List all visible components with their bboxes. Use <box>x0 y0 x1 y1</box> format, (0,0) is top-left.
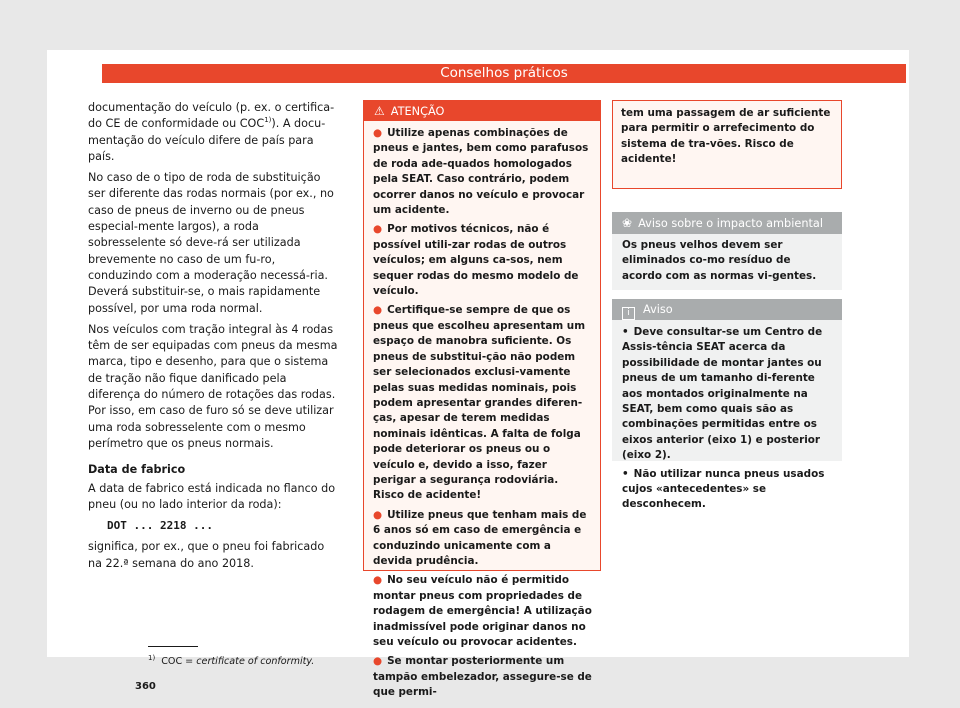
bullet-icon: ● <box>373 574 383 587</box>
warning-title: ATENÇÃO <box>390 105 445 118</box>
info-icon: i <box>622 307 635 320</box>
environment-notice-box <box>612 212 842 290</box>
page <box>47 50 909 699</box>
notice-box <box>612 299 842 511</box>
notice-item: • Deve consultar-se um Centro de Assis-tência SEAT acerca da possibilidade de montar jantes ou pneus de um tamanho di-ferente aos montados originalmente na SEAT, bem como quais são as combinações permitidas entre os eixos anterior (eixo 1) e posterior (eixo 2). <box>622 326 823 462</box>
section-title: Conselhos práticos <box>440 65 568 81</box>
footnote-ref[interactable]: 1) <box>264 116 272 125</box>
warning-body <box>364 121 600 701</box>
page-number: 360 <box>135 681 156 692</box>
footnote-number: 1) <box>148 654 156 662</box>
bullet-icon: ● <box>373 127 383 139</box>
warning-item: ● Certifique-se sempre de que os pneus que escolheu apresentam um espaço de manobra suficiente. Os pneus de substitui-ção não podem ser selecionados exclusi-vamente pelas suas medidas nominais, pois podem apresentar grandes diferen-ças, apesar de terem medidas nominais idênticas. A falta de folga pode deteriorar os pneus ou o veículo e, devido a isso, fazer perigar a segurança rodoviária. Risco de acidente! <box>373 304 586 502</box>
footnote: $^{1)}$ COC = certificate of conformity. <box>148 654 315 667</box>
footnote-divider <box>148 646 198 647</box>
warning-item: ● Utilize pneus que tenham mais de 6 anos só em caso de emergência e conduzindo unicamente com a devida prudência. <box>373 508 587 567</box>
leaf-icon: ❀ <box>622 216 633 230</box>
warning-item: ● No seu veículo não é permitido montar pneus com propriedades de rodagem de emergência! A utilização inadmissível pode originar danos no seu veículo ou provocar acidentes. <box>373 574 592 648</box>
dot-code: DOT ... 2218 ... <box>107 519 213 533</box>
warning-header <box>364 101 600 121</box>
warning-item: ● Por motivos técnicos, não é possível utili-zar rodas de outros veículos; em alguns ca-sos, nem sequer rodas do mesmo modelo de veículo. <box>373 223 579 298</box>
paragraph-2: No caso de o tipo de roda de substituição ser diferente das rodas normais (por ex., no caso de pneus de inverno ou de pneus especial-mente largos), a roda sobresselente só deve-rá ser utilizada brevemente no caso de um fu-ro, conduzindo com a moderação necessá-ria. Deverá substituir-se, o mais rapidamente possível, por uma roda normal. <box>88 171 334 315</box>
section-header <box>102 64 906 83</box>
notice-header <box>612 299 842 320</box>
notice-item: • Não utilizar nunca pneus usados cujos «antecedentes» se desconhecem. <box>622 467 825 511</box>
subheading-manufacture-date: Data de fabrico <box>88 463 186 477</box>
bullet-icon: ● <box>373 655 383 668</box>
bullet-icon: ● <box>373 223 383 236</box>
bullet-icon: • <box>622 467 629 480</box>
bullet-icon: ● <box>373 304 383 317</box>
warning-triangle-icon: ⚠ <box>374 104 385 118</box>
warning-item: ● Utilize apenas combinações de pneus e jantes, bem como parafusos de roda ade-quados homologados pela SEAT. Caso contrário, podem ocorrer danos no veículo e provocar um acidente. <box>373 127 589 217</box>
footnote-text: certificate of conformity. <box>196 656 315 667</box>
warning-box <box>363 100 601 699</box>
notice-body <box>612 320 842 513</box>
environment-text: Os pneus velhos devem ser eliminados co-mo resíduo de acordo com as normas vi-gentes. <box>622 239 817 282</box>
paragraph-3: Nos veículos com tração integral às 4 rodas têm de ser equipadas com pneus da mesma marca, tipo e desenho, para que o sistema de tração não fique danificado pela diferença do número de rotações das rodas. Por isso, em caso de furo só se deve utilizar uma roda sobresselente com o mesmo perímetro que os pneus normais. <box>88 322 338 450</box>
paragraph-1: documentação do veículo (p. ex. o certifica-do CE de conformidade ou COC$^{1)}$). A docu-mentação do veículo difere de país para país. <box>88 101 335 163</box>
bullet-icon: • <box>622 326 629 338</box>
body-column <box>88 100 340 577</box>
environment-header <box>612 212 842 234</box>
paragraph-5: significa, por ex., que o pneu foi fabricado na 22.ª semana do ano 2018. <box>88 540 325 570</box>
bullet-icon: ● <box>373 508 383 521</box>
warning-item: ● Se montar posteriormente um tampão embelezador, assegure-se de que permi- <box>373 655 592 699</box>
notice-title: Aviso <box>643 303 673 316</box>
environment-title: Aviso sobre o impacto ambiental <box>638 217 823 230</box>
warning-continuation: tem uma passagem de ar suficiente para permitir o arrefecimento do sistema de tra-vões. Risco de acidente! <box>612 100 842 189</box>
paragraph-4: A data de fabrico está indicada no flanco do pneu (ou no lado interior da roda): <box>88 481 336 511</box>
